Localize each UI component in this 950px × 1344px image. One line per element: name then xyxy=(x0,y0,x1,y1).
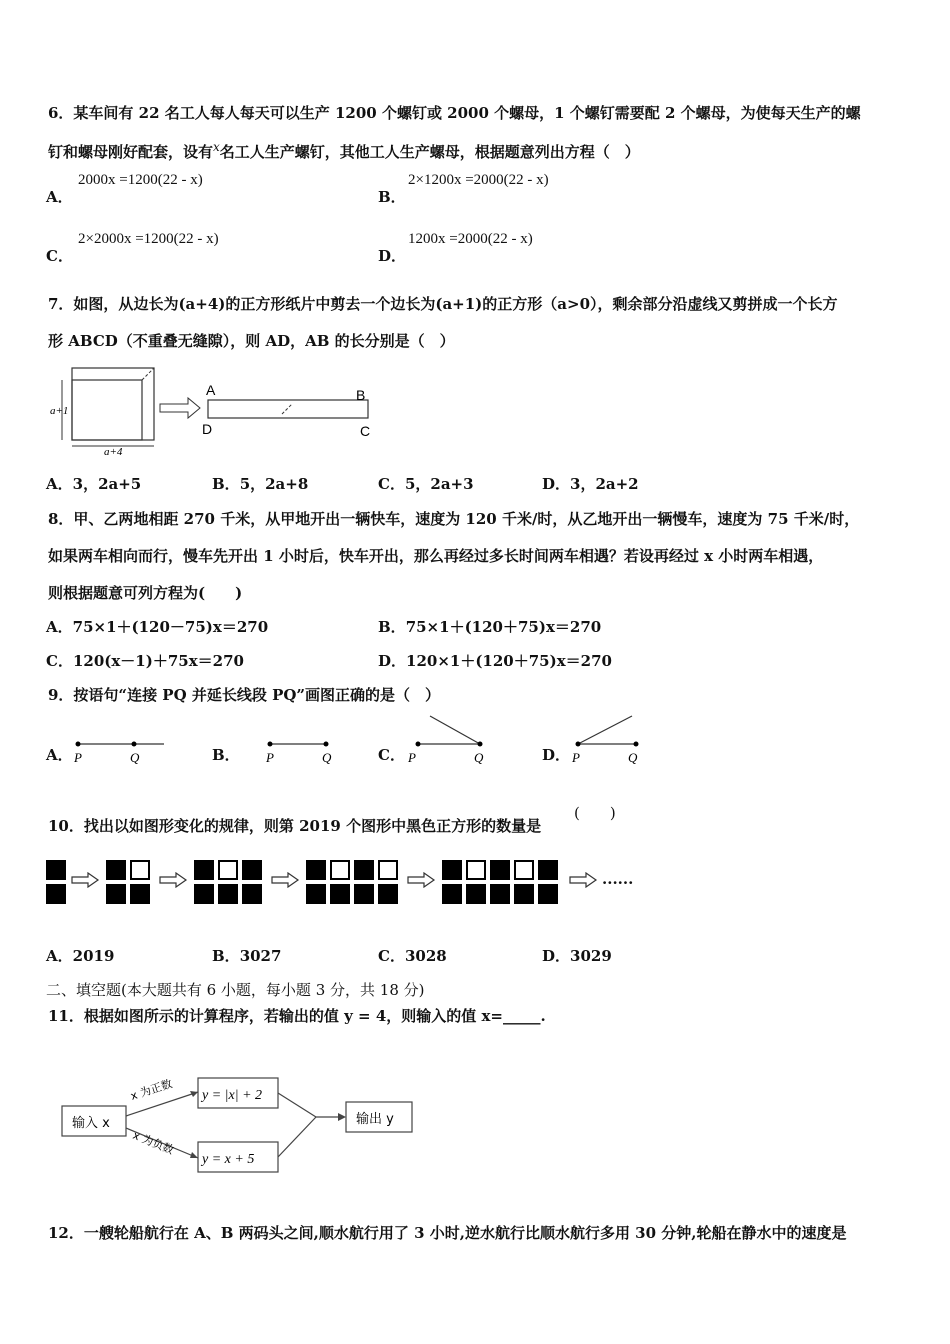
q10-square xyxy=(354,860,374,880)
q10-square xyxy=(306,884,326,904)
svg-text:Q: Q xyxy=(474,750,484,765)
q12-line1: 12．一艘轮船航行在 A、B 两码头之间,顺水航行用了 3 小时,逆水航行比顺水航行多用 30 分钟,轮船在静水中的速度是 xyxy=(48,1224,847,1242)
svg-text:Q: Q xyxy=(322,750,332,765)
q10-option-b: B．3027 xyxy=(212,947,282,965)
q9-option-b-label: B． xyxy=(212,746,240,764)
q10-square xyxy=(46,860,66,880)
q10-square xyxy=(194,884,214,904)
q10-square xyxy=(490,884,510,904)
q9-option-d-label: D． xyxy=(542,746,571,764)
q6-line2-b: 名工人生产螺钉，其他工人生产螺母，根据题意列出方程（ ） xyxy=(219,143,640,161)
q10-option-c: C．3028 xyxy=(378,947,447,965)
q7-label-a: A xyxy=(206,382,216,398)
q6-option-a-label: A． xyxy=(46,188,73,206)
q6-option-c-formula: 2×2000x =1200(22 - x) xyxy=(78,231,219,247)
q10-square xyxy=(538,884,558,904)
q10-arrow-icon xyxy=(270,872,300,888)
q6-var-x: x xyxy=(213,140,220,154)
q9-line1: 9．按语句“连接 PQ 并延长线段 PQ”画图正确的是（ ） xyxy=(48,686,441,704)
q7-option-d: D．3，2a+2 xyxy=(542,475,639,493)
q11-flowchart xyxy=(58,1072,418,1176)
q10-square xyxy=(538,860,558,880)
q7-option-a: A．3，2a+5 xyxy=(46,475,142,493)
q7-rectangle xyxy=(208,400,368,418)
q11-negative-label: x 为负数 xyxy=(130,1128,176,1157)
q10-square xyxy=(354,884,374,904)
q7-arrow-icon xyxy=(160,398,200,418)
q10-square xyxy=(330,884,350,904)
q6-line2-a: 钉和螺母刚好配套，设有 xyxy=(48,143,214,161)
q7-line2: 形 ABCD（不重叠无缝隙），则 AD，AB 的长分别是（ ） xyxy=(48,332,455,350)
q9-option-a-figure xyxy=(70,732,170,768)
q10-paren: ( ) xyxy=(574,804,616,822)
svg-text:输出 y: 输出 y xyxy=(356,1112,394,1127)
q10-square xyxy=(194,860,214,880)
q6-option-b-formula: 2×1200x =2000(22 - x) xyxy=(408,172,549,188)
q10-square xyxy=(514,860,534,880)
svg-text:Q: Q xyxy=(628,750,638,765)
svg-text:P: P xyxy=(408,750,416,765)
q7-label-c: C xyxy=(360,423,371,439)
q6-option-d-formula: 1200x =2000(22 - x) xyxy=(408,231,533,247)
q10-ellipsis: ...... xyxy=(602,870,634,888)
q7-line1: 7．如图，从边长为(a+4)的正方形纸片中剪去一个边长为(a+1)的正方形（a>0），剩余部分沿虚线又剪拼成一个长方 xyxy=(48,295,838,313)
q10-square xyxy=(242,860,262,880)
q10-arrow-icon xyxy=(158,872,188,888)
q7-side-label: a+1 xyxy=(50,405,69,417)
q9-option-c-label: C． xyxy=(378,746,405,764)
q7-figure xyxy=(46,362,386,458)
q7-inner-square xyxy=(72,380,142,440)
q10-square xyxy=(466,860,486,880)
q10-square xyxy=(218,860,238,880)
q7-option-b: B．5，2a+8 xyxy=(212,475,309,493)
q10-square xyxy=(130,884,150,904)
q10-square xyxy=(130,860,150,880)
q11-line1: 11．根据如图所示的计算程序，若输出的值 y = 4，则输入的值 x=_____. xyxy=(48,1007,546,1025)
q8-option-a: A．75×1＋(120－75)x＝270 xyxy=(46,618,269,636)
q10-square xyxy=(490,860,510,880)
q10-square xyxy=(466,884,486,904)
q8-option-c: C．120(x－1)＋75x＝270 xyxy=(46,652,244,670)
svg-text:y = |x| + 2: y = |x| + 2 xyxy=(202,1088,263,1103)
q11-positive-label: x 为正数 xyxy=(128,1077,174,1103)
svg-text:Q: Q xyxy=(130,750,140,765)
section2-heading: 二、填空题(本大题共有 6 小题，每小题 3 分，共 18 分) xyxy=(46,981,425,999)
q10-square xyxy=(46,884,66,904)
q8-line3: 则根据题意可列方程为( ) xyxy=(48,584,243,602)
svg-text:P: P xyxy=(572,750,580,765)
q10-option-d: D．3029 xyxy=(542,947,612,965)
q10-square xyxy=(218,884,238,904)
q6-line2 xyxy=(48,140,640,162)
q9-option-a-label: A． xyxy=(46,746,73,764)
q8-option-d: D．120×1＋(120＋75)x＝270 xyxy=(378,652,612,670)
svg-text:P: P xyxy=(266,750,274,765)
q9-option-c-figure xyxy=(406,712,496,768)
svg-text:输入 x: 输入 x xyxy=(72,1116,110,1131)
q10-square xyxy=(306,860,326,880)
q8-line2: 如果两车相向而行，慢车先开出 1 小时后，快车开出，那么再经过多长时间两车相遇？若设再经过 x 小时两车相遇， xyxy=(48,547,824,565)
q6-option-a-formula: 2000x =1200(22 - x) xyxy=(78,172,203,188)
q10-option-a: A．2019 xyxy=(46,947,115,965)
svg-text:P: P xyxy=(74,750,82,765)
q7-option-c: C．5，2a+3 xyxy=(378,475,474,493)
q8-option-b: B．75×1＋(120＋75)x＝270 xyxy=(378,618,602,636)
q10-square xyxy=(442,860,462,880)
q7-label-b: B xyxy=(356,387,366,403)
q9-option-d-figure xyxy=(570,712,650,768)
q10-line1: 10．找出以如图形变化的规律，则第 2019 个图形中黑色正方形的数量是 xyxy=(48,817,542,835)
q6-option-d-label: D． xyxy=(378,247,407,265)
q10-square xyxy=(330,860,350,880)
q6-line1: 6．某车间有 22 名工人每人每天可以生产 1200 个螺钉或 2000 个螺母，1 个螺钉需要配 2 个螺母，为使每天生产的螺 xyxy=(48,104,861,122)
q10-arrow-icon xyxy=(406,872,436,888)
q8-line1: 8．甲、乙两地相距 270 千米，从甲地开出一辆快车，速度为 120 千米/时，从乙地开出一辆慢车，速度为 75 千米/时， xyxy=(48,510,860,528)
q7-bottom-label: a+4 xyxy=(104,446,123,458)
q10-square xyxy=(378,860,398,880)
q7-label-d: D xyxy=(202,421,213,437)
q9-option-b-figure xyxy=(262,732,342,768)
q10-square xyxy=(242,884,262,904)
q10-square xyxy=(442,884,462,904)
q10-square xyxy=(378,884,398,904)
q10-arrow-icon xyxy=(70,872,100,888)
q10-square xyxy=(514,884,534,904)
q6-option-b-label: B． xyxy=(378,188,406,206)
q6-option-c-label: C． xyxy=(46,247,73,265)
svg-text:y = x + 5: y = x + 5 xyxy=(202,1152,255,1167)
q10-square xyxy=(106,884,126,904)
q10-arrow-icon xyxy=(568,872,598,888)
q10-square xyxy=(106,860,126,880)
